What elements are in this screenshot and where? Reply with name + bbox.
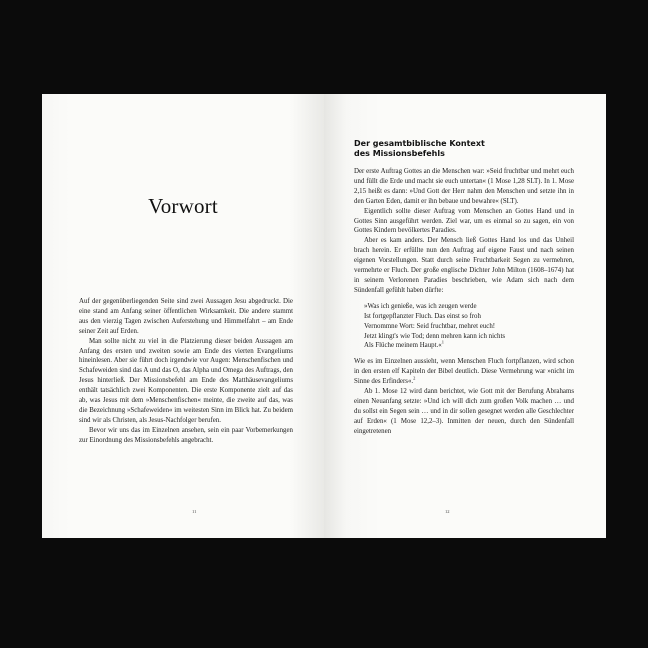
verse-line: Jetzt klingt's wie Tod; denn mehren kann ich nichts: [364, 332, 506, 340]
paragraph: Aber es kam anders. Der Mensch ließ Gottes Hand los und das Unheil brach herein. Er erfüllte nun den Auftrag auf eigene Faust und nach seinen eigenen Vorstellungen. Statt durch seine Fruchtbarkeit Segen zu vermehren, vermehrte er Fluch. Der große englische Dichter John Milton (1608–1674) hat in seinem Verlorenen Paradies beschrieben, wie Adam sich nach dem Sündenfall gefühlt haben dürfte:: [354, 237, 574, 294]
right-page: [324, 94, 606, 538]
left-body-text: [79, 297, 293, 446]
paragraph: Auf der gegenüberliegenden Seite sind zwei Aussagen Jesu abgedruckt. Die eine stand am Anfang seiner öffentlichen Wirksamkeit. Die andere stammt aus den vierzig Tagen zwischen Auferstehung und Himmelfahrt – am Ende seiner Zeit auf Erden.: [79, 298, 293, 335]
page-number: 12: [445, 509, 450, 514]
verse-line: Vernommne Wort: Seid fruchtbar, mehret euch!: [364, 322, 496, 330]
right-body-text: [354, 167, 574, 437]
section-heading: [354, 139, 574, 159]
paragraph: [354, 357, 574, 387]
heading-line: Der gesamtbiblische Kontext: [354, 139, 485, 148]
verse-line: »Was ich genieße, was ich zeugen werde: [364, 302, 477, 310]
paragraph-text: Wie es im Einzelnen aussieht, wenn Menschen Fluch fortpflanzen, wird schon in den ersten elf Kapiteln der Bibel deutlich. Diese Vermehrung war »nicht im Sinne des Erfinders«.: [354, 358, 574, 386]
paragraph: Eigentlich sollte dieser Auftrag vom Menschen an Gottes Hand und in Gottes Sinn ausgeführt werden. Ziel war, um es einmal so zu sagen, ein von Gottes Kindern bevölkertes Paradies.: [354, 207, 574, 235]
book-spread: [42, 94, 606, 538]
footnote-marker: 2: [413, 375, 416, 381]
left-page: [42, 94, 324, 538]
page-number: 11: [192, 509, 197, 514]
paragraph: Man sollte nicht zu viel in die Platzierung dieser beiden Aussagen am Anfang des ersten und zweiten sowie am Ende des vierten Evangeliums hineinlesen. Aber sie führt doch irgendwie vor Augen: Menschenfischen und Schafeweiden sind das A und das O, das Alpha und Omega des Auftrags, den Jesus hinterließ. Der Missionsbefehl am Ende des Matthäusevangeliums enthält tatsächlich zwei Komponenten. Die erste Komponente zielt auf das ab, was Jesus mit dem »Menschenfischen« meinte, die zweite auf das, was die Bezeichnung »Schafeweiden« im weitesten Sinn im Blick hat. Zu beidem sind wir als Christen, als Jesus-Nachfolger berufen.: [79, 337, 293, 424]
paragraph: Der erste Auftrag Gottes an die Menschen war: »Seid fruchtbar und mehrt euch und füllt die Erde und macht sie euch untertan« (1 Mose 1,28 SLT). In 1. Mose 2,15 heißt es dann: »Und Gott der Herr nahm den Menschen und setzte ihn in den Garten Eden, damit er ihn bebaue und bewahre« (SLT).: [354, 168, 574, 205]
paragraph: Ab 1. Mose 12 wird dann berichtet, wie Gott mit der Berufung Abrahams einen Neuanfang setzte: »Und ich will dich zum großen Volk machen … und du sollst ein Segen sein … und in dir sollen gesegnet werden alle Geschlechter auf Erden« (1 Mose 12,2–3). Inmitten der neuen, durch den Sündenfall eingetretenen: [354, 388, 574, 435]
verse-line: Ist fortgepflanzter Fluch. Das einst so froh: [364, 312, 481, 320]
paragraph: Bevor wir uns das im Einzelnen ansehen, sein ein paar Vorbemerkungen zur Einordnung des Missionsbefehls angebracht.: [79, 426, 293, 444]
verse-line: [364, 341, 574, 351]
heading-line: des Missionsbefehls: [354, 149, 445, 158]
footnote-marker: 1: [441, 340, 444, 346]
page-title: Vorwort: [148, 194, 218, 218]
verse-line-text: Als Flüche meinem Haupt.«: [364, 342, 442, 350]
verse-quote: [354, 302, 574, 352]
